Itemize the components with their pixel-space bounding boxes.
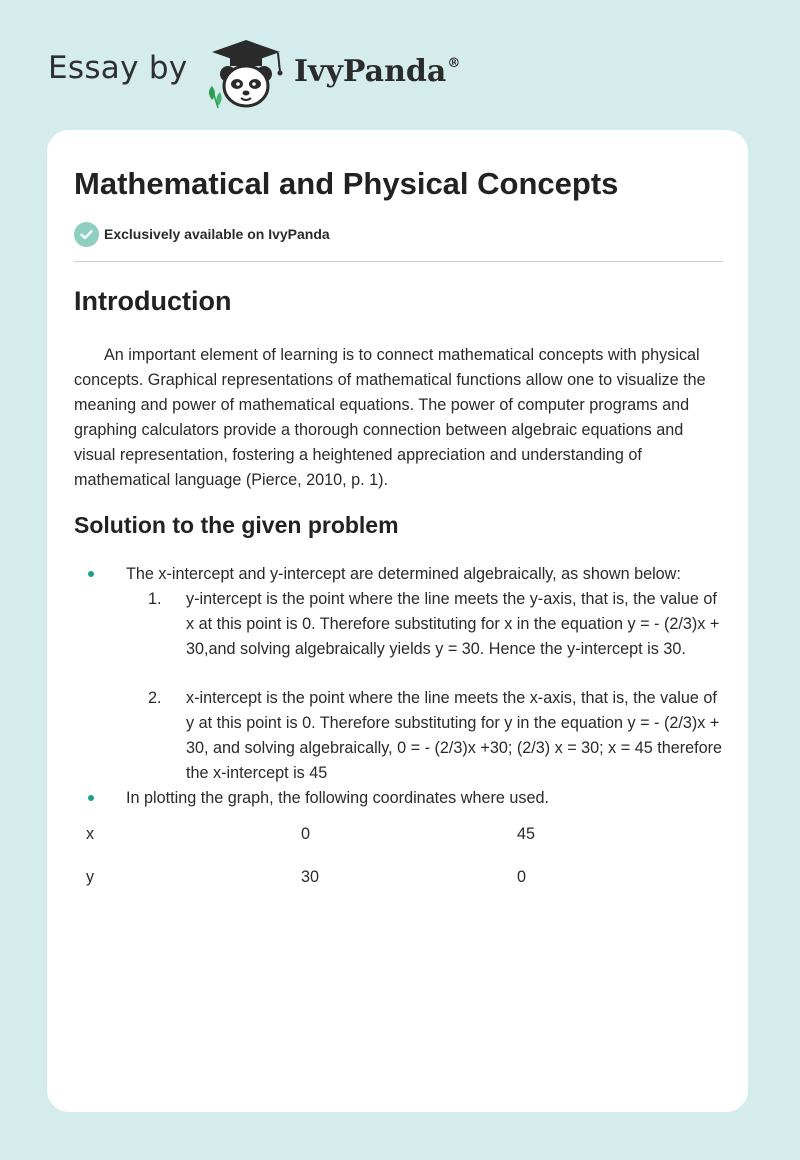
step-text: x-intercept is the point where the line meets the x-axis, that is, the value of y at this point is 0. Therefore substituting for y in the equation y = - (2/3)x + 30, and solving algebraically, 0 = - (2/3)x +30; (2/3) x = 30; x = 45 therefore the x-intercept is 45 bbox=[186, 689, 722, 782]
exclusive-badge bbox=[74, 222, 330, 246]
solution-heading: Solution to the given problem bbox=[74, 512, 399, 538]
table-row bbox=[74, 825, 724, 868]
exclusive-badge-text: Exclusively available on IvyPanda bbox=[104, 226, 330, 242]
bullet-text: The x-intercept and y-intercept are determined algebraically, as shown below: bbox=[126, 565, 681, 583]
table-cell: x bbox=[86, 825, 95, 843]
table-cell: 45 bbox=[517, 825, 536, 843]
title-divider bbox=[74, 261, 723, 262]
site-header bbox=[48, 34, 548, 114]
essay-title: Mathematical and Physical Concepts bbox=[74, 166, 619, 201]
table-cell: 0 bbox=[301, 825, 311, 843]
check-circle-icon bbox=[74, 222, 99, 247]
intro-paragraph: An important element of learning is to connect mathematical concepts with physical concepts. Graphical representations of mathematical functions allow one to visualize the meaning and power of mathematical equations. The power of computer programs and graphing calculators provide a thorough connection between algebraic equations and visual representation, fostering a heightened appreciation and understanding of mathematical language (Pierce, 2010, p. 1). bbox=[74, 346, 706, 489]
brand-text: IvyPanda bbox=[294, 54, 447, 89]
table-cell: y bbox=[86, 868, 95, 886]
bullet-dot-icon bbox=[88, 795, 94, 801]
bullet-text: In plotting the graph, the following coordinates where used. bbox=[126, 789, 549, 807]
step-number: 1. bbox=[148, 590, 162, 608]
step-text: y-intercept is the point where the line meets the y-axis, that is, the value of x at this point is 0. Therefore substituting for x in the equation y = - (2/3)x + 30,and solving algebraically yields y = 30. Hence the y-intercept is 30. bbox=[186, 590, 720, 658]
brand-name[interactable] bbox=[294, 54, 460, 89]
bullet-dot-icon bbox=[88, 571, 94, 577]
table-row bbox=[74, 868, 724, 911]
coordinates-table bbox=[74, 825, 724, 911]
essay-card bbox=[47, 130, 748, 1112]
table-cell: 30 bbox=[301, 868, 320, 886]
ivypanda-logo-icon[interactable] bbox=[200, 34, 292, 110]
table-cell: 0 bbox=[517, 868, 527, 886]
intro-heading: Introduction bbox=[74, 286, 232, 316]
registered-mark: ® bbox=[447, 56, 461, 71]
step-number: 2. bbox=[148, 689, 162, 707]
essay-by-label: Essay by bbox=[48, 50, 188, 86]
